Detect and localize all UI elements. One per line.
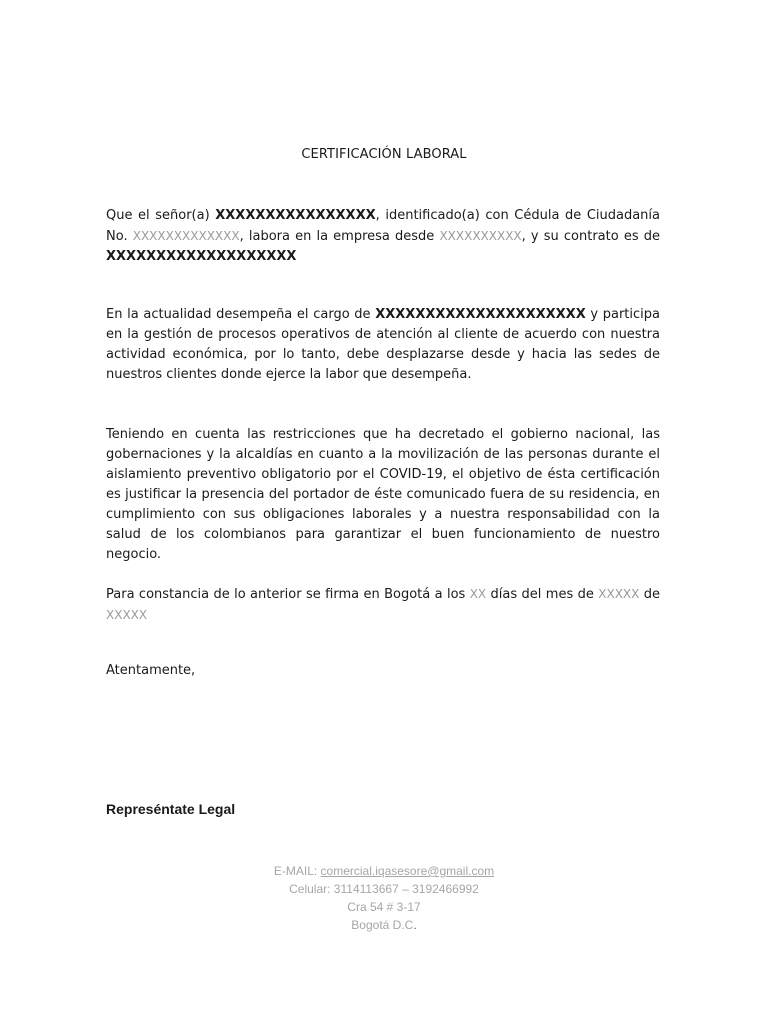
employee-name-placeholder: XXXXXXXXXXXXXXXX xyxy=(215,208,376,223)
footer-address: Cra 54 # 3-17 xyxy=(347,900,421,914)
signer-title: Represéntate Legal xyxy=(106,801,236,817)
paragraph-text: , identificado(a) con Cédula de Ciudadanía No. xyxy=(106,208,660,244)
paragraph-text: días del mes de xyxy=(486,587,599,602)
paragraph-position xyxy=(106,305,660,385)
month-placeholder: XXXXX xyxy=(598,587,640,601)
paragraph-text: y participa en la gestión de procesos operativos de atención al cliente de acuerdo con nuestra actividad económica, por lo tanto, debe desplazarse desde y hacia las sedes de nuestros clientes donde ejerce la labor que desempeña. xyxy=(106,307,660,382)
closing-salutation: Atentamente, xyxy=(106,663,196,678)
email-label: E-MAIL: xyxy=(273,864,321,878)
footer-city: Bogotá D.C xyxy=(351,918,414,932)
day-placeholder: XX xyxy=(469,587,487,601)
paragraph-employee-info xyxy=(106,206,660,267)
document-title: CERTIFICACIÓN LABORAL xyxy=(301,147,467,162)
footer-phone: Celular: 3114113667 – 3192466992 xyxy=(289,882,479,896)
letterhead-footer xyxy=(0,862,768,934)
email-link[interactable]: comercial.iqasesore@gmail.com xyxy=(320,864,495,878)
footer-city-period: . xyxy=(413,918,417,932)
paragraph-text: de xyxy=(639,587,660,602)
paragraph-text: Para constancia de lo anterior se firma en Bogotá a los xyxy=(106,587,470,602)
contract-type-placeholder: XXXXXXXXXXXXXXXXXXX xyxy=(106,249,297,264)
paragraph-text: , labora en la empresa desde xyxy=(239,229,440,244)
paragraph-signature-date xyxy=(106,584,660,626)
position-placeholder: XXXXXXXXXXXXXXXXXXXXX xyxy=(375,307,586,322)
footer-city-line xyxy=(0,916,768,934)
paragraph-text: , y su contrato es de xyxy=(521,229,660,244)
paragraph-text: En la actualidad desempeña el cargo de xyxy=(106,307,376,322)
year-placeholder: XXXXX xyxy=(106,608,148,622)
paragraph-justification: Teniendo en cuenta las restricciones que ha decretado el gobierno nacional, las gobernaciones y la alcaldías en cuanto a la movilización de las personas durante el aislamiento preventivo obligatorio por el COVID-19, el objetivo de ésta certificación es justificar la presencia del portador de éste comunicado fuera de su residencia, en cumplimiento con sus obligaciones laborales y a nuestra responsabilidad con la salud de los colombianos para garantizar el buen funcionamiento de nuestro negocio. xyxy=(106,427,660,562)
id-number-placeholder: XXXXXXXXXXXXX xyxy=(132,229,240,243)
footer-email-line xyxy=(0,862,768,880)
start-date-placeholder: XXXXXXXXXX xyxy=(439,229,522,243)
paragraph-text: Que el señor(a) xyxy=(106,208,216,223)
